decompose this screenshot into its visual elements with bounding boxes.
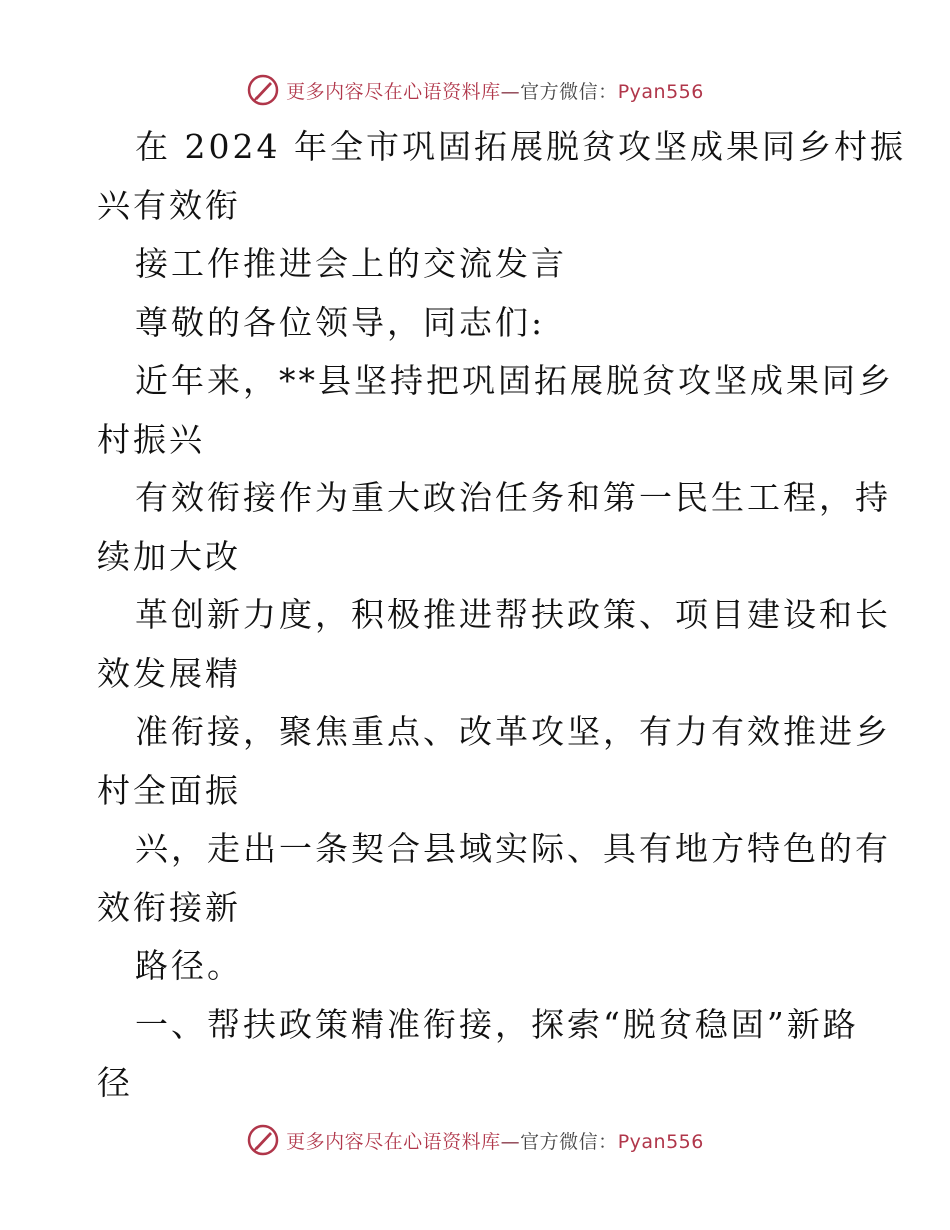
footer-watermark: [0, 1120, 950, 1160]
section-heading-line: 径: [97, 1063, 133, 1102]
paragraph-line: 兴，走出一条契合县域实际、具有地方特色的有: [135, 829, 891, 868]
section-heading-line: 一、帮扶政策精准衔接，探索“脱贫稳固”新路: [135, 1004, 859, 1044]
watermark-text: 更多内容尽在心语资料库—官方微信：Pyan556: [286, 80, 704, 103]
title-line-2: 兴有效衔: [97, 185, 241, 225]
title-line-3: 接工作推进会上的交流发言: [135, 244, 567, 283]
paragraph-line: 效衔接新: [97, 887, 241, 927]
feather-pen-logo-icon: [246, 1123, 280, 1157]
paragraph-line: 效发展精: [97, 653, 241, 693]
paragraph-line: 革创新力度，积极推进帮扶政策、项目建设和长: [135, 595, 891, 634]
paragraph-line: 路径。: [135, 946, 243, 985]
paragraph-line: 续加大改: [97, 536, 241, 576]
paragraph-line: 近年来，**县坚持把巩固拓展脱贫攻坚成果同乡: [135, 361, 894, 400]
header-watermark: [0, 70, 950, 110]
paragraph-line: 村振兴: [97, 419, 205, 459]
title-line-1: 在 2024 年全市巩固拓展脱贫攻坚成果同乡村振: [135, 127, 906, 166]
paragraph-line: 有效衔接作为重大政治任务和第一民生工程，持: [135, 478, 891, 517]
document-body: [97, 118, 906, 1113]
paragraph-line: 村全面振: [97, 770, 241, 810]
watermark-text: 更多内容尽在心语资料库—官方微信：Pyan556: [286, 1130, 704, 1153]
salutation: 尊敬的各位领导，同志们:: [135, 302, 546, 342]
feather-pen-logo-icon: [246, 73, 280, 107]
paragraph-line: 准衔接，聚焦重点、改革攻坚，有力有效推进乡: [135, 712, 891, 751]
